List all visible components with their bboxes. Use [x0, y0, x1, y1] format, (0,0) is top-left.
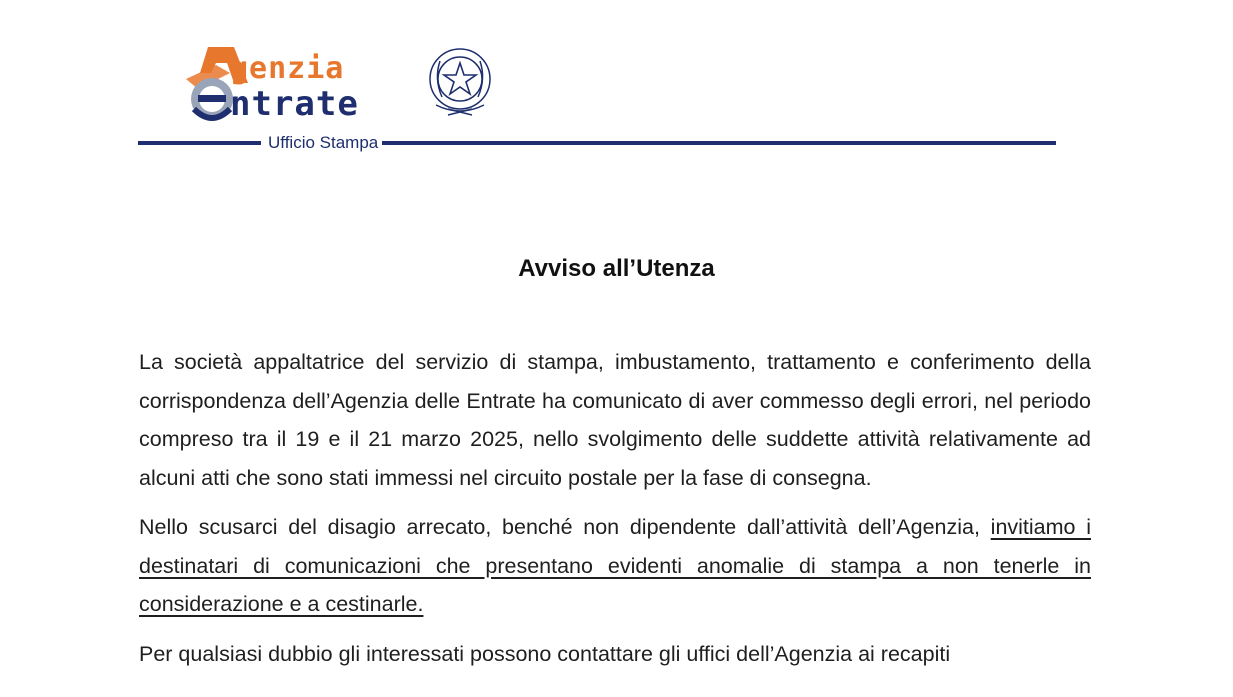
rule-right: [382, 141, 1056, 145]
paragraph-2-text: Nello scusarci del disagio arrecato, benché non dipendente dall’attività dell’Agenzia,: [139, 515, 991, 539]
logo-word-ntrate: ntrate: [230, 84, 359, 124]
letterhead: [138, 40, 1056, 155]
document-body: [139, 343, 1091, 684]
rule-left: [138, 141, 261, 145]
department-label: Ufficio Stampa: [268, 133, 379, 152]
document-title: Avviso all’Utenza: [518, 255, 715, 282]
logo-word-genzia: genzia: [230, 51, 345, 86]
paragraph-3: Per qualsiasi dubbio gli interessati possono contattare gli uffici dell’Agenzia ai recapiti: [139, 641, 951, 666]
letterhead-rule: [138, 132, 1056, 154]
paragraph-2: [139, 508, 1091, 624]
paragraph-2-underlined: invitiamo i destinatari di comunicazioni che presentano evidenti anomalie di stampa a non tenerle in considerazione e a cestinarle.: [139, 515, 1091, 616]
paragraph-1: La società appaltatrice del servizio di stampa, imbustamento, trattamento e conferimento della corrispondenza dell’Agenzia delle Entrate ha comunicato di aver commesso degli errori, nel periodo compreso tra il 19 e il 21 marzo 2025, nello svolgimento delle suddette attività relativamente ad alcuni atti che sono stati immessi nel circuito postale per la fase di consegna.: [139, 350, 1091, 490]
republic-emblem-icon: [426, 43, 494, 119]
